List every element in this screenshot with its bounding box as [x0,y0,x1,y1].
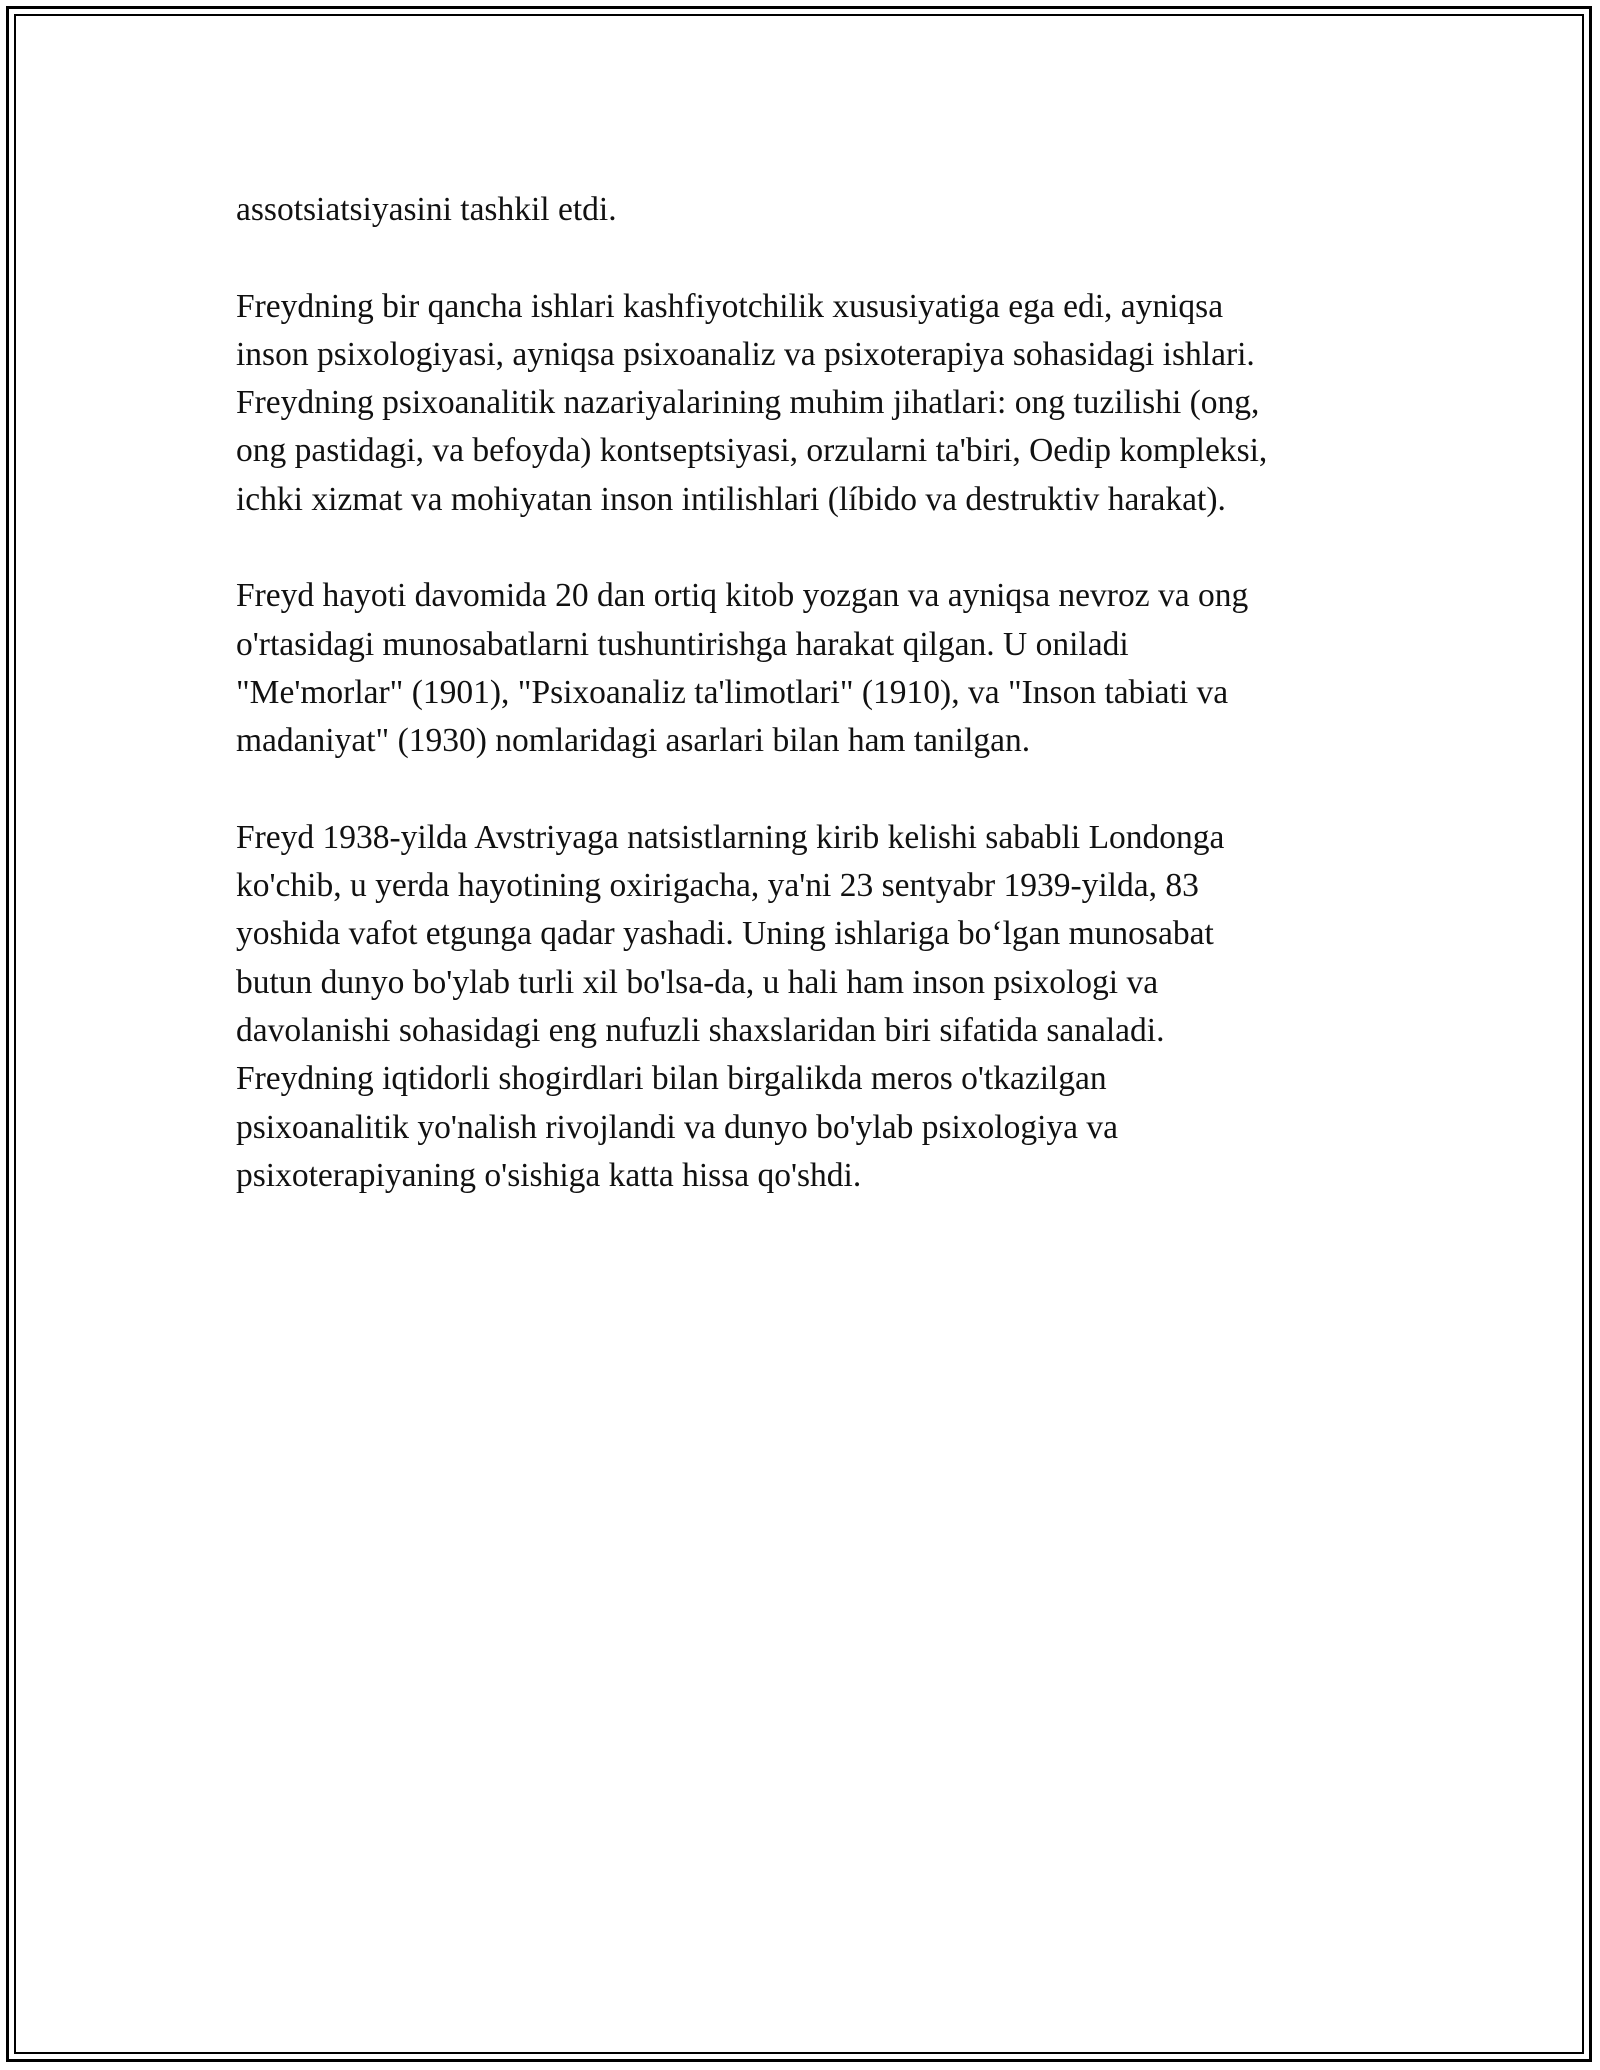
paragraph-freud-london: Freyd 1938-yilda Avstriyaga natsistlarning kirib kelishi sababli Londonga ko'chib, u yerda hayotining oxirigacha, ya'ni 23 sentyabr 1939-yilda, 83 yoshida vafot etgunga qadar yashadi. Uning ishlariga bo‘lgan munosabat butun dunyo bo'ylab turli xil bo'lsa-da, u hali ham inson psixologi va davolanishi sohasidagi eng nufuzli shaxslaridan biri sifatida sanaladi. Freydning iqtidorli shogirdlari bilan birgalikda meros o'tkazilgan psixoanalitik yo'nalish rivojlandi va dunyo bo'ylab psixologiya va psixoterapiyaning o'sishiga katta hissa qo'shdi. [236,818,1225,1194]
paragraph-freud-discoveries: Freydning bir qancha ishlari kashfiyotchilik xususiyatiga ega edi, ayniqsa inson psixologiyasi, ayniqsa psixoanaliz va psixoterapiya sohasidagi ishlari. Freydning psixoanalitik nazariyalarining muhim jihatlari: ong tuzilishi (ong, ong pastidagi, va befoyda) kontseptsiyasi, orzularni ta'biri, Oedip kompleksi, ichki xizmat va mohiyatan inson intilishlari (líbido va destruktiv harakat). [236,287,1268,518]
document-body [236,186,1396,1249]
paragraph-continuation: assotsiatsiyasini tashkil etdi. [236,191,617,228]
paragraph-freud-books: Freyd hayoti davomida 20 dan ortiq kitob yozgan va ayniqsa nevroz va ong o'rtasidagi munosabatlarni tushuntirishga harakat qilgan. U oniladi "Me'morlar" (1901), "Psixoanaliz ta'limotlari" (1910), va "Inson tabiati va madaniyat" (1930) nomlaridagi asarlari bilan ham tanilgan. [236,577,1249,760]
